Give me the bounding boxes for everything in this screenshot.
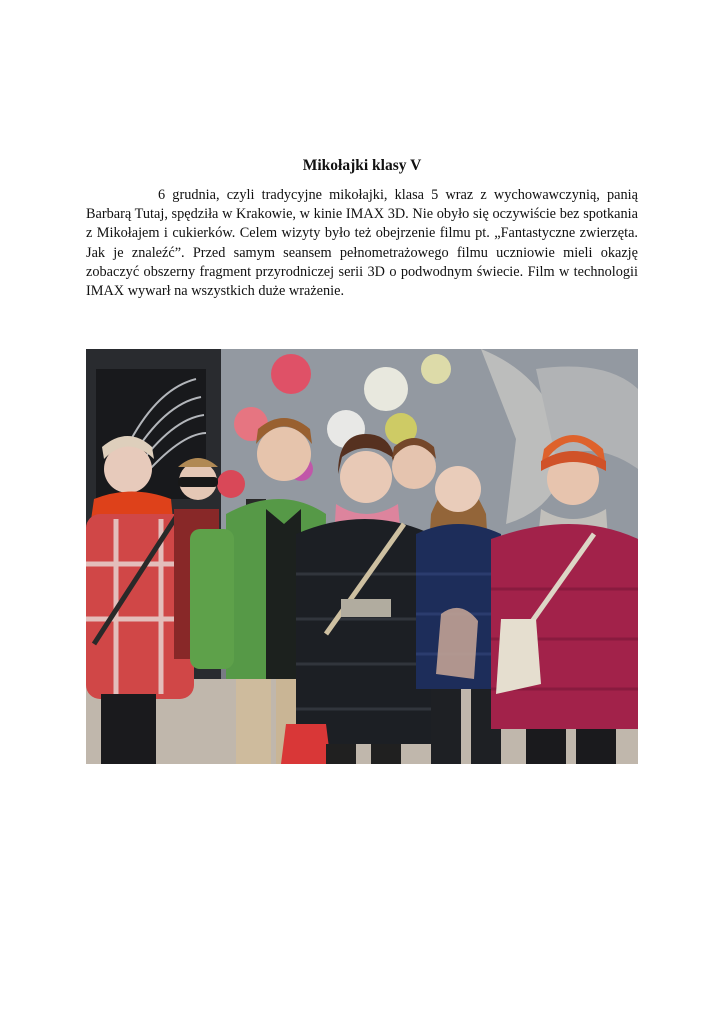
body-paragraph: 6 grudnia, czyli tradycyjne mikołajki, klasa 5 wraz z wychowawczynią, panią Barbarą Tutaj, spędziła w Krakowie, w kinie IMAX 3D. Nie obyło się oczywiście bez spotkania z Mikołajem i cukierków. Celem wizyty było też obejrzenie filmu pt. „Fantastyczne zwierzęta. Jak je znaleźć”. Przed samym seansem pełnometrażowego filmu uczniowie mieli okazję zobaczyć obszerny fragment przyrodniczej serii 3D o podwodnym świecie. Film w technologii IMAX wywarł na wszystkich duże wrażenie.	[86, 187, 638, 300]
document-body	[86, 186, 638, 301]
group-photo	[86, 349, 638, 764]
group-photo-illustration	[86, 349, 638, 764]
document-title: Mikołajki klasy V	[302, 157, 422, 174]
